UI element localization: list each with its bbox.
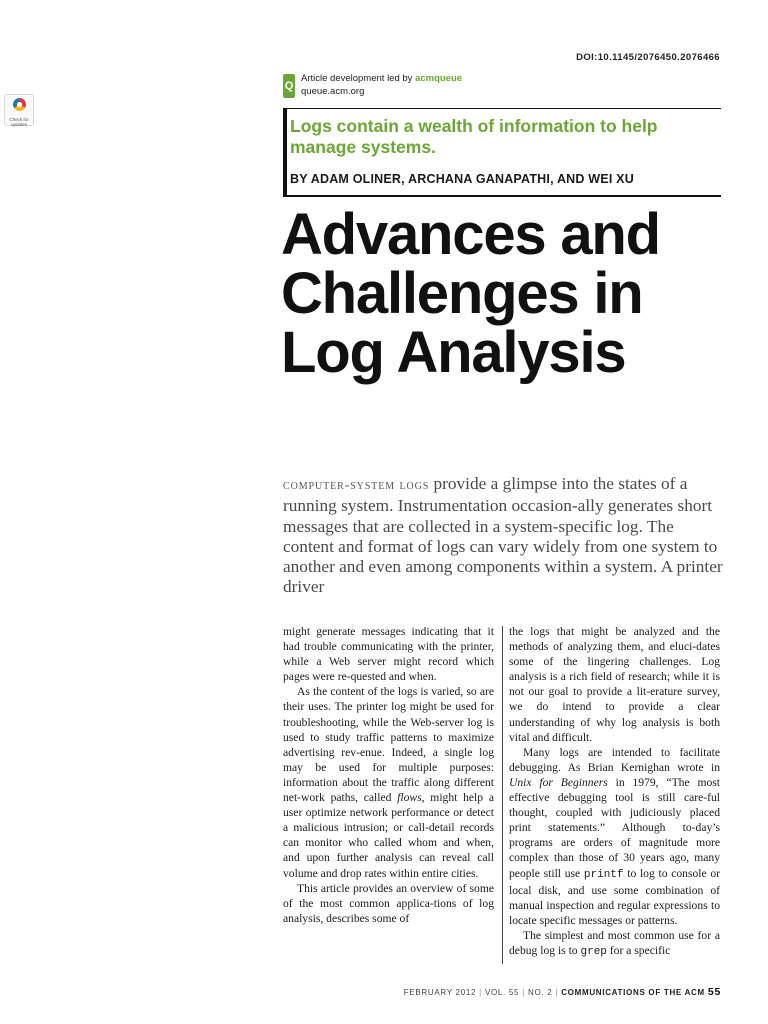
development-label: Article development led by (301, 73, 413, 84)
issue-number: NO. 2 (528, 988, 553, 997)
body-column-left (283, 624, 494, 926)
check-for-updates-label: Check for updates (9, 117, 29, 127)
acmqueue-logo: acmqueue (415, 73, 463, 84)
paragraph: might generate messages indicating that it had trouble communicating with the printer, while a Web server might record which pages were re-quested and when. (283, 625, 494, 684)
code-printf: printf (583, 868, 624, 881)
paragraph: This article provides an overview of some of the most common applica-tions of log analysis, describes some of (283, 881, 494, 925)
lead-text: provide a glimpse into the states of a running system. Instrumentation occasion-ally generates short messages that are collected in a system-specific log. The content and format of logs can vary widely from one system to another and even among components within a system. A printer driver (283, 474, 723, 597)
article-title: Advances and Challenges in Log Analysis (281, 202, 660, 385)
byline-bar (283, 166, 287, 196)
book-title: Unix for Beginners (509, 775, 608, 789)
byline: BY ADAM OLINER, ARCHANA GANAPATHI, AND WEI XU (290, 172, 634, 186)
paragraph: Many logs are intended to facilitate debugging. As Brian Kernighan wrote in Unix for Beginners in 1979, “The most effective debugging tool is still care-ful thought, coupled with judiciously placed print statements.” Although to-day’s programs are orders of magnitude more complex than those of 30 years ago, many people still use printf to log to console or local disk, and use some combination of manual inspection and regular expressions to locate specific messages or patterns. (509, 745, 721, 927)
journal-name: COMMUNICATIONS OF THE ACM (561, 988, 705, 997)
tagline: Logs contain a wealth of information to help manage systems. (290, 116, 658, 157)
issue-date: FEBRUARY 2012 (403, 988, 477, 997)
paragraph: the logs that might be analyzed and the methods of analyzing them, and eluci-dates some of the lingering challenges. Log analysis is a rich field of research; while it is not our goal to provide a lit-erature survey, we do intend to provide a clear understanding of why log analysis is both vital and difficult. (509, 625, 720, 744)
page-number: 55 (707, 986, 721, 998)
check-for-updates-badge[interactable] (4, 94, 34, 126)
byline-rule (283, 195, 721, 197)
paragraph: As the content of the logs is varied, so are their uses. The printer log might be used for troubleshooting, while the Web-server log is used to study traffic patterns to maximize advertising rev-enue. Indeed, a single log may be used for multiple purposes: information about the traffic along different net-work paths, called flows, might help a user optimize network performance or detect a malicious intrusion; or call-detail records can monitor who called whom and when, and upon further analysis can reveal call volume and drop rates within entire cities. (283, 685, 494, 880)
column-divider (502, 626, 503, 964)
queue-url[interactable]: queue.acm.org (301, 86, 365, 97)
code-grep: grep (580, 945, 607, 958)
paragraph: The simplest and most common use for a debug log is to grep for a specific (509, 928, 720, 958)
volume: VOL. 55 (484, 988, 520, 997)
lead-smallcaps: computer-system logs (283, 478, 430, 493)
queue-q-icon: Q (283, 74, 295, 98)
crossmark-icon (13, 98, 26, 111)
page-footer: FEBRUARY 2012 | VOL. 55 | NO. 2 | COMMUNICATIONS OF THE ACM 55 (403, 986, 721, 998)
emphasis: flows (397, 791, 422, 805)
body-column-right (509, 624, 720, 960)
lead-paragraph (283, 474, 723, 598)
doi-label: DOI:10.1145/2076450.2076466 (576, 52, 720, 63)
